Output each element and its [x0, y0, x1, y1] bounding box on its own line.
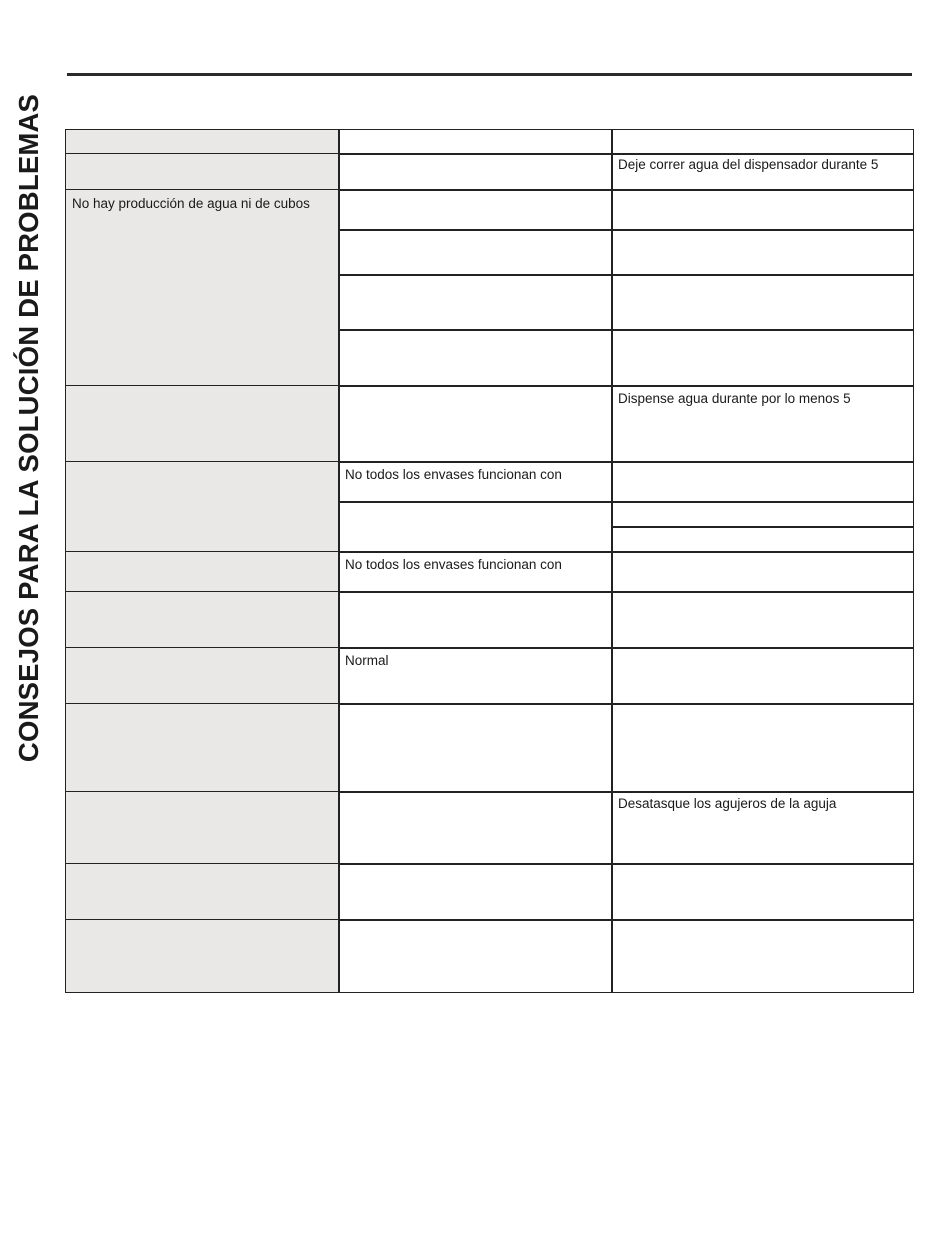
solution-cell	[611, 591, 914, 649]
cause-cell: No todos los envases funcionan con	[338, 461, 613, 503]
table-header-cell	[65, 129, 340, 155]
cause-cell	[338, 863, 613, 921]
cause-cell	[338, 591, 613, 649]
solution-cell	[611, 647, 914, 705]
problem-cell	[65, 919, 340, 993]
cause-cell: Normal	[338, 647, 613, 705]
table-header-cell	[338, 129, 613, 155]
cause-cell	[338, 703, 613, 793]
solution-cell	[611, 703, 914, 793]
problem-cell	[65, 863, 340, 921]
problem-cell	[65, 791, 340, 865]
cause-cell	[338, 385, 613, 463]
table-header-cell	[611, 129, 914, 155]
solution-cell	[611, 274, 914, 331]
solution-cell: Dispense agua durante por lo menos 5	[611, 385, 914, 463]
cause-cell	[338, 153, 613, 191]
problem-cell	[65, 591, 340, 649]
problem-cell	[65, 153, 340, 191]
problem-cell	[65, 551, 340, 593]
cause-cell	[338, 229, 613, 276]
solution-cell	[611, 551, 914, 593]
solution-cell	[611, 863, 914, 921]
cause-cell	[338, 329, 613, 387]
cause-cell	[338, 791, 613, 865]
cause-cell	[338, 501, 613, 553]
problem-cell: No hay producción de agua ni de cubos	[65, 189, 340, 387]
solution-cell	[611, 919, 914, 993]
solution-cell	[611, 526, 914, 553]
problem-cell	[65, 703, 340, 793]
cause-cell	[338, 274, 613, 331]
solution-cell	[611, 329, 914, 387]
solution-cell	[611, 229, 914, 276]
problem-cell	[65, 647, 340, 705]
cause-cell	[338, 189, 613, 231]
cause-cell: No todos los envases funcionan con	[338, 551, 613, 593]
solution-cell: Desatasque los agujeros de la aguja	[611, 791, 914, 865]
solution-cell	[611, 189, 914, 231]
cause-cell	[338, 919, 613, 993]
solution-cell	[611, 501, 914, 528]
solution-cell: Deje correr agua del dispensador durante 5	[611, 153, 914, 191]
problem-cell	[65, 385, 340, 463]
solution-cell	[611, 461, 914, 503]
problem-cell	[65, 461, 340, 553]
side-title-text: CONSEJOS PARA LA SOLUCIÓN DE PROBLEMAS	[13, 93, 45, 762]
